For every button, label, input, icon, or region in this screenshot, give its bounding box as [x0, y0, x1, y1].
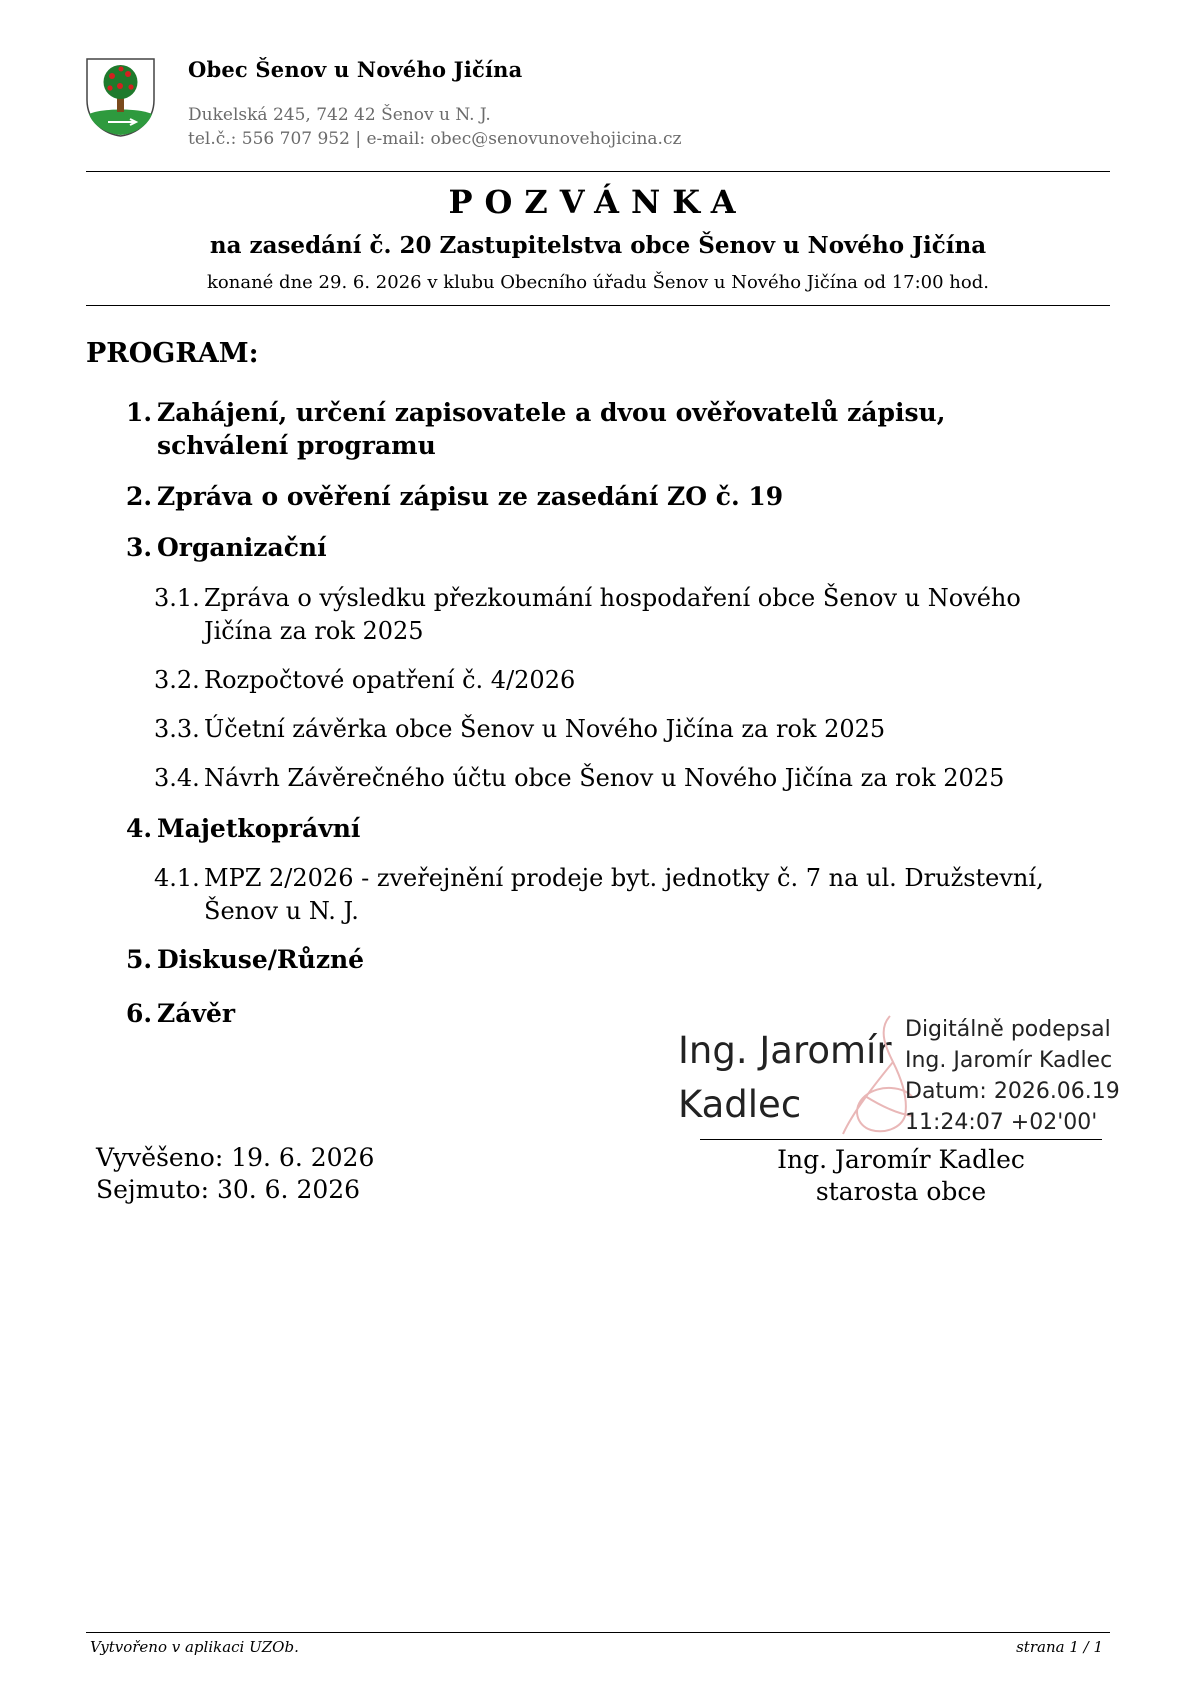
item-number: 4.1. — [154, 864, 200, 892]
item-text: Zahájení, určení zapisovatele a dvou ověřovatelů zápisu, schválení programu — [157, 398, 946, 460]
document-title: POZVÁNKA — [448, 183, 748, 221]
item-number: 3. — [126, 533, 153, 562]
item-number: 4. — [126, 814, 153, 843]
organization-name: Obec Šenov u Nového Jičína — [188, 57, 523, 82]
item-text: Návrh Závěrečného účtu obce Šenov u Nového Jičína za rok 2025 — [204, 764, 1005, 792]
item-number: 6. — [126, 999, 153, 1028]
removed-date: Sejmuto: 30. 6. 2026 — [96, 1175, 361, 1204]
meeting-details: konané dne 29. 6. 2026 v klubu Obecního úřadu Šenov u Nového Jičína od 17:00 hod. — [207, 272, 989, 293]
page-number: strana 1 / 1 — [1016, 1638, 1103, 1656]
posted-date: Vyvěšeno: 19. 6. 2026 — [96, 1143, 375, 1172]
item-number: 3.4. — [154, 764, 200, 792]
item-number: 3.3. — [154, 715, 200, 743]
item-number: 2. — [126, 482, 153, 511]
item-text: MPZ 2/2026 - zveřejnění prodeje byt. jednotky č. 7 na ul. Družstevní, Šenov u N. J. — [204, 864, 1044, 925]
signature-name-line-2: Kadlec — [678, 1083, 802, 1126]
signer-role: starosta obce — [815, 1177, 987, 1206]
signature-detail-line-2: Ing. Jaromír Kadlec — [905, 1048, 1113, 1073]
signature-detail-line-1: Digitálně podepsal — [905, 1017, 1111, 1042]
address: Dukelská 245, 742 42 Šenov u N. J. — [188, 105, 491, 125]
digital-signature-mark-icon — [835, 1010, 915, 1140]
item-text: Majetkoprávní — [157, 814, 361, 843]
signature-detail-line-3: Datum: 2026.06.19 — [905, 1079, 1120, 1104]
item-text: Diskuse/Různé — [157, 945, 365, 974]
item-text: Organizační — [157, 533, 327, 562]
signature-line — [700, 1139, 1102, 1140]
document-subtitle: na zasedání č. 20 Zastupitelstva obce Šenov u Nového Jičína — [209, 232, 987, 259]
item-text: Zpráva o ověření zápisu ze zasedání ZO č. 19 — [157, 482, 784, 511]
item-text: Účetní závěrka obce Šenov u Nového Jičína za rok 2025 — [204, 715, 886, 743]
coat-of-arms-icon — [84, 56, 157, 138]
footer-created-note: Vytvořeno v aplikaci UZOb. — [90, 1638, 299, 1656]
signer-block — [700, 1144, 1102, 1208]
signature-name-line-1: Ing. Jaromír — [678, 1029, 892, 1072]
item-number: 1. — [126, 398, 153, 427]
signer-name: Ing. Jaromír Kadlec — [777, 1145, 1025, 1174]
item-number: 3.1. — [154, 584, 200, 612]
item-number: 3.2. — [154, 666, 200, 694]
title-divider — [86, 305, 1110, 306]
posting-dates — [96, 1142, 374, 1206]
item-text: Závěr — [157, 999, 236, 1028]
signature-details — [905, 1014, 1120, 1138]
item-text: Rozpočtové opatření č. 4/2026 — [204, 666, 576, 694]
footer-divider — [86, 1632, 1110, 1633]
contact-line: tel.č.: 556 707 952 | e-mail: obec@senovunovehojicina.cz — [188, 129, 682, 149]
item-number: 5. — [126, 945, 153, 974]
header-divider — [86, 171, 1110, 172]
program-heading: PROGRAM: — [86, 338, 259, 369]
item-text: Zpráva o výsledku přezkoumání hospodaření obce Šenov u Nového Jičína za rok 2025 — [204, 584, 1021, 645]
signature-detail-line-4: 11:24:07 +02'00' — [905, 1110, 1098, 1135]
organization-contact — [188, 103, 681, 151]
